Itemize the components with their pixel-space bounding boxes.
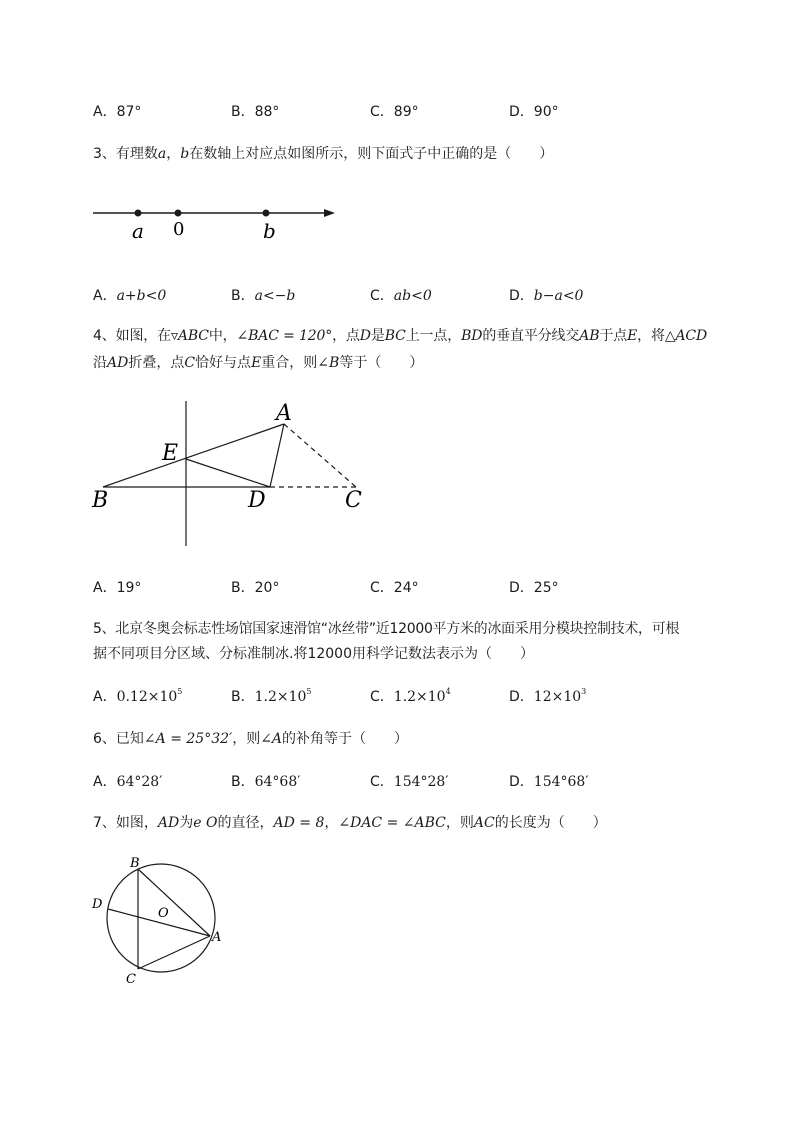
q7-segment-ac: AC — [473, 815, 495, 831]
option-key: D． — [509, 104, 534, 120]
q4-text: ，点 — [332, 328, 360, 344]
option-text: 154°68′ — [533, 774, 589, 790]
option-key: C． — [370, 288, 394, 304]
option-key: B． — [231, 689, 255, 705]
q5-option-c[interactable] — [370, 686, 451, 706]
arrow-right-icon — [324, 209, 335, 217]
label-a: a — [132, 219, 144, 243]
option-text: 64°28′ — [116, 774, 163, 790]
q5-option-a[interactable] — [93, 686, 182, 706]
option-text: 64°68′ — [254, 774, 301, 790]
option-key: D． — [509, 288, 534, 304]
q3-option-d[interactable] — [509, 285, 583, 305]
q4-question-line1 — [93, 325, 734, 345]
option-key: A． — [93, 104, 117, 120]
q4-text: 折叠，点 — [128, 355, 185, 371]
option-text: 12×10 — [533, 689, 582, 705]
q4-text: 沿 — [93, 355, 107, 371]
option-text: 1.2×10 — [393, 689, 446, 705]
q5-option-b[interactable] — [231, 686, 312, 706]
q4-triangle-figure — [90, 398, 380, 548]
q3-text: 在数轴上对应点如图所示，则下面式子中正确的是（ ） — [189, 146, 554, 162]
q6-option-a[interactable] — [93, 771, 162, 791]
label-point-a: A — [276, 401, 292, 426]
q3-options — [93, 285, 733, 305]
q4-angle-bac: ∠BAC = 120° — [236, 328, 333, 344]
q4-option-d[interactable] — [509, 577, 559, 597]
q4-text: 的垂直平分线交 — [482, 328, 580, 344]
option-key: A． — [93, 689, 117, 705]
option-text: b−a<0 — [533, 288, 584, 304]
option-exponent: 3 — [581, 687, 587, 696]
q4-triangle-abc: ▿ABC — [171, 328, 209, 344]
segment-ad — [270, 424, 284, 487]
label-point-d: D — [92, 897, 103, 912]
q4-point-e: E — [251, 355, 262, 371]
q4-text: 中， — [208, 328, 237, 344]
q3-question — [93, 143, 734, 163]
point-b — [263, 210, 270, 217]
option-text: 88° — [254, 104, 280, 120]
q7-equation-ad: AD = 8 — [273, 815, 325, 831]
option-text: a<−b — [254, 288, 296, 304]
q6-angle-expression: ∠A = 25°32′ — [143, 731, 233, 747]
option-text: 25° — [533, 580, 559, 596]
segment-ba — [103, 424, 284, 487]
option-key: B． — [231, 580, 255, 596]
q7-text: 为 — [179, 815, 194, 831]
q4-segment-ab: AB — [579, 328, 600, 344]
q6-options — [93, 771, 733, 791]
q4-point-c: C — [184, 355, 196, 371]
segment-ac-dashed — [284, 424, 356, 487]
q4-question-line2 — [93, 352, 734, 372]
option-key: A． — [93, 774, 117, 790]
q7-text: ， — [324, 815, 339, 831]
label-point-c: C — [345, 488, 362, 513]
q6-question — [93, 728, 734, 748]
option-key: B． — [231, 104, 255, 120]
option-text: 0.12×10 — [116, 689, 178, 705]
q3-var-b: b — [180, 146, 190, 162]
option-text: 154°28′ — [393, 774, 449, 790]
label-point-c: C — [126, 972, 136, 987]
q4-text: 恰好与点 — [195, 355, 252, 371]
q3-text: ， — [166, 146, 181, 162]
q4-text: 等于（ ） — [339, 355, 424, 371]
q4-options — [93, 577, 733, 597]
q4-angle-b: ∠B — [317, 355, 340, 371]
option-key: C． — [370, 774, 394, 790]
q2-option-c[interactable] — [370, 101, 419, 121]
q4-text: 是 — [370, 328, 385, 344]
q4-option-c[interactable] — [370, 577, 419, 597]
q2-option-d[interactable] — [509, 101, 559, 121]
segment-ed — [186, 459, 270, 487]
label-0: 0 — [173, 219, 185, 240]
label-b: b — [263, 219, 276, 243]
q7-equation-angles: ∠DAC = ∠ABC — [338, 815, 446, 831]
q6-option-c[interactable] — [370, 771, 449, 791]
q2-options — [93, 101, 733, 121]
q3-var-a: a — [157, 146, 167, 162]
q7-text: ，则 — [445, 815, 474, 831]
q4-option-a[interactable] — [93, 577, 141, 597]
q5-options — [93, 686, 733, 706]
q4-option-b[interactable] — [231, 577, 279, 597]
q7-text: 7、如图， — [93, 815, 158, 831]
label-point-a: A — [212, 930, 222, 945]
option-text: 19° — [116, 580, 142, 596]
q2-option-b[interactable] — [231, 101, 279, 121]
option-exponent: 4 — [445, 687, 451, 696]
q6-angle-a: ∠A — [260, 731, 283, 747]
option-text: 90° — [533, 104, 559, 120]
option-key: D． — [509, 774, 534, 790]
q6-text: ，则 — [232, 731, 261, 747]
q3-option-b[interactable] — [231, 285, 295, 305]
option-text: 20° — [254, 580, 280, 596]
option-key: D． — [509, 689, 534, 705]
option-key: A． — [93, 288, 117, 304]
q6-option-b[interactable] — [231, 771, 300, 791]
q4-text: ，将 — [637, 328, 665, 344]
option-key: A． — [93, 580, 117, 596]
label-point-e: E — [162, 441, 179, 466]
q4-text: 4、如图，在 — [93, 328, 172, 344]
q6-option-d[interactable] — [509, 771, 589, 791]
label-point-b: B — [92, 488, 109, 513]
option-key: D． — [509, 580, 534, 596]
q3-number-line-figure — [88, 198, 348, 248]
q4-triangle-acd: △ACD — [664, 328, 708, 344]
option-exponent: 5 — [177, 687, 183, 696]
option-key: B． — [231, 774, 255, 790]
option-text: 24° — [393, 580, 419, 596]
option-text: 1.2×10 — [254, 689, 307, 705]
q5-question-line1: 5、北京冬奥会标志性场馆国家速滑馆“冰丝带”近12000平方米的冰面采用分模块控制技术，可根 — [93, 621, 680, 637]
label-point-b: B — [130, 856, 140, 871]
q3-option-a[interactable] — [93, 285, 166, 305]
q3-text: 3、有理数 — [93, 146, 158, 162]
q4-text: 上一点， — [405, 328, 462, 344]
q5-question-line2: 据不同项目分区域、分标准制冰.将12000用科学记数法表示为（ ） — [93, 646, 534, 662]
q7-circle-o: e O — [193, 815, 218, 831]
q4-segment-bc: BC — [384, 328, 406, 344]
q7-circle-figure — [88, 852, 238, 992]
option-text: a+b<0 — [116, 288, 167, 304]
segment-ca — [138, 936, 210, 969]
label-point-d: D — [248, 488, 266, 513]
q4-point-d: D — [359, 328, 371, 344]
option-exponent: 5 — [306, 687, 312, 696]
q4-text: 重合，则 — [261, 355, 318, 371]
q7-question — [93, 812, 734, 832]
q4-text: 于点 — [599, 328, 628, 344]
q4-segment-bd: BD — [461, 328, 483, 344]
option-key: C． — [370, 580, 394, 596]
q7-segment-ad: AD — [157, 815, 180, 831]
q5-option-d[interactable] — [509, 686, 586, 706]
option-text: 89° — [393, 104, 419, 120]
option-key: C． — [370, 689, 394, 705]
option-text: 87° — [116, 104, 142, 120]
q3-option-c[interactable] — [370, 285, 432, 305]
option-key: B． — [231, 288, 255, 304]
q2-option-a[interactable] — [93, 101, 141, 121]
q7-text: 的直径， — [217, 815, 274, 831]
q6-text: 6、已知 — [93, 731, 144, 747]
label-point-o: O — [158, 906, 169, 921]
q4-segment-ad: AD — [107, 355, 129, 371]
q6-text: 的补角等于（ ） — [282, 731, 409, 747]
option-key: C． — [370, 104, 394, 120]
option-text: ab<0 — [393, 288, 432, 304]
q7-text: 的长度为（ ） — [494, 815, 607, 831]
point-a — [135, 210, 142, 217]
point-0 — [175, 210, 182, 217]
q4-point-e: E — [627, 328, 638, 344]
